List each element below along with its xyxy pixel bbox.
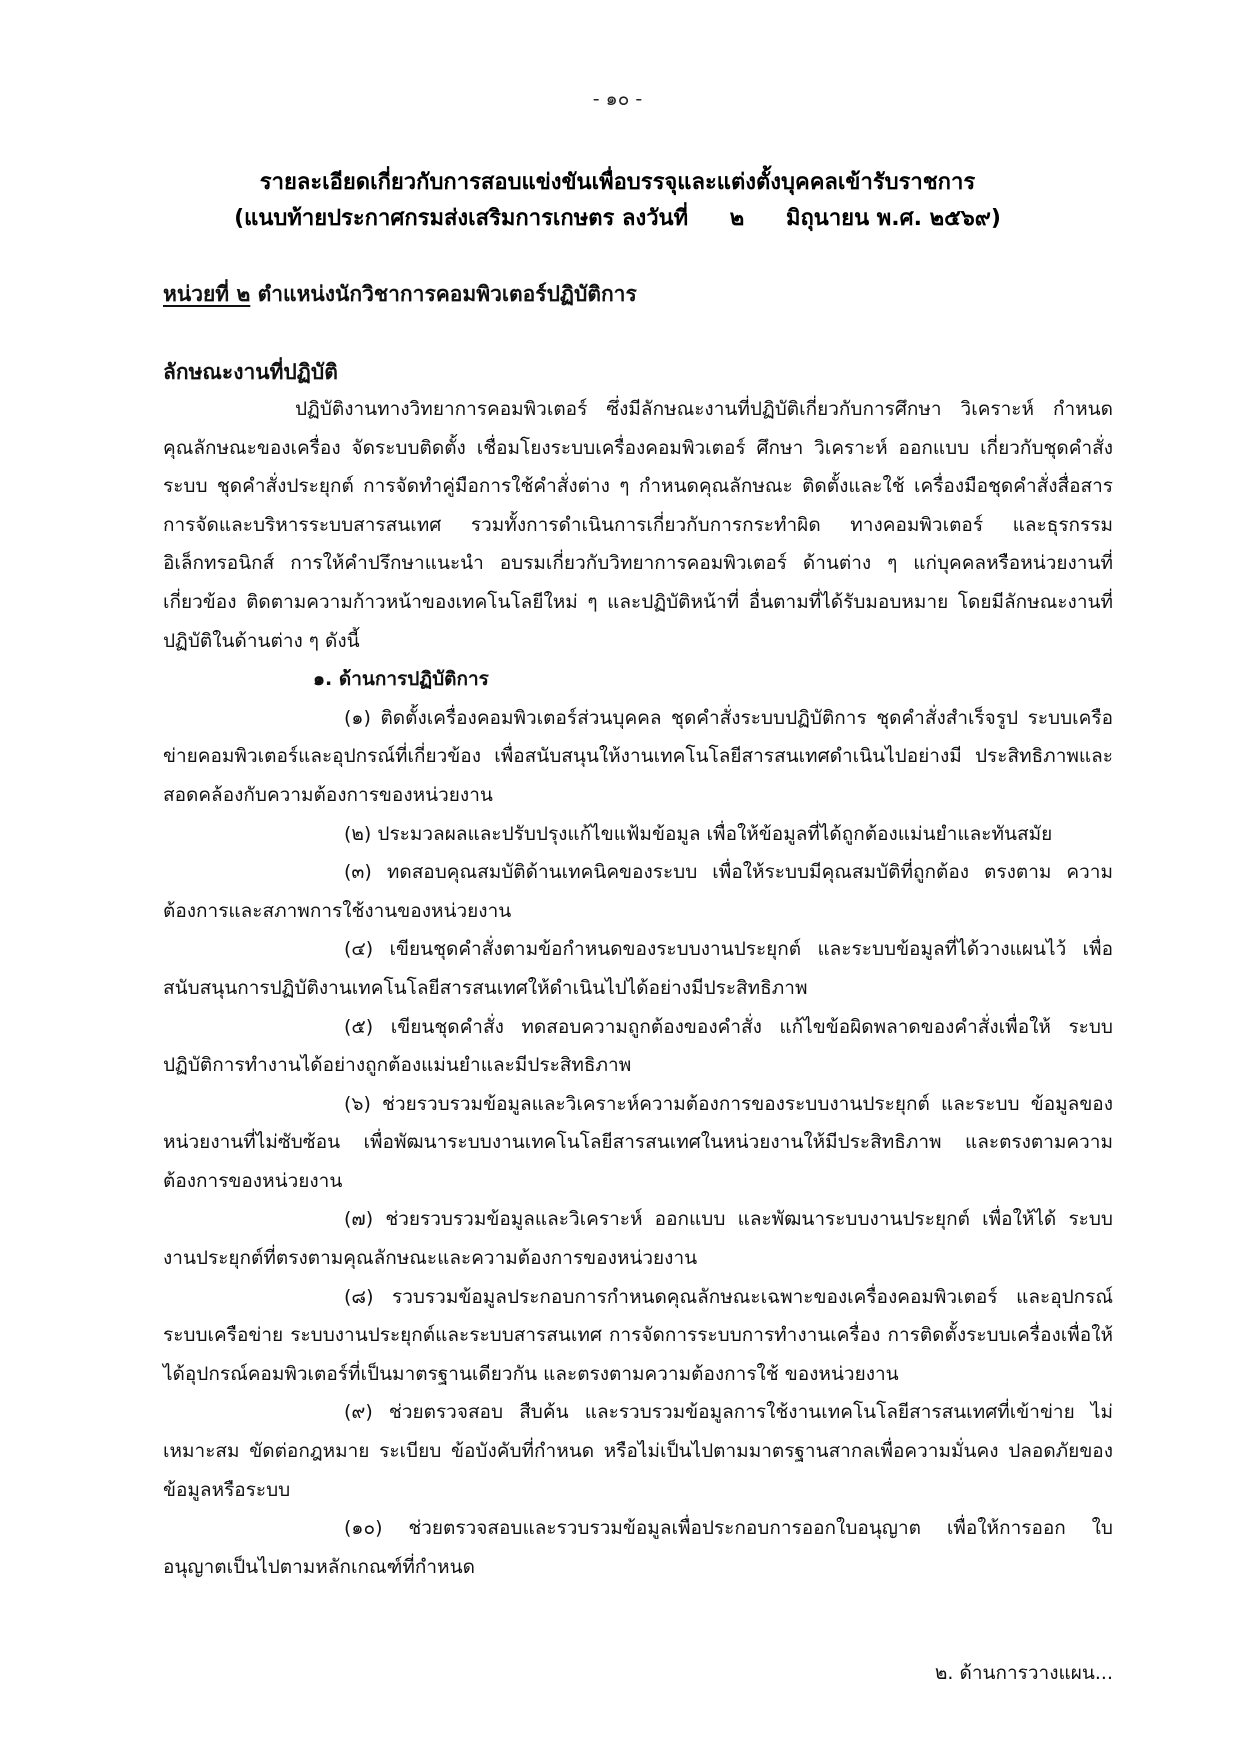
document-title-line-2 [0,200,1235,235]
duty-item-4: (๔) เขียนชุดคำสั่งตามข้อกำหนดของระบบงานประยุกต์ และระบบข้อมูลที่ได้วางแผนไว้ เพื่อสนับสนุนการปฏิบัติงานเทคโนโลยีสารสนเทศให้ดำเนินไปได้อย่างมีประสิทธิภาพ [163,938,1113,999]
duty-item-1: (๑) ติดตั้งเครื่องคอมพิวเตอร์ส่วนบุคคล ชุดคำสั่งระบบปฏิบัติการ ชุดคำสั่งสำเร็จรูป ระบบเครือข่ายคอมพิวเตอร์และอุปกรณ์ที่เกี่ยวข้อง เพื่อสนับสนุนให้งานเทคโนโลยีสารสนเทศดำเนินไปอย่างมี ประสิทธิภาพและสอดคล้องกับความต้องการของหน่วยงาน [163,706,1113,806]
duty-item-6: (๖) ช่วยรวบรวมข้อมูลและวิเคราะห์ความต้องการของระบบงานประยุกต์ และระบบ ข้อมูลของหน่วยงานที่ไม่ซับซ้อน เพื่อพัฒนาระบบงานเทคโนโลยีสารสนเทศในหน่วยงานให้มีประสิทธิภาพ และตรงตามความต้องการของหน่วยงาน [163,1092,1113,1192]
duty-item-2: (๒) ประมวลผลและปรับปรุงแก้ไขแฟ้มข้อมูล เพื่อให้ข้อมูลที่ได้ถูกต้องแม่นยำและทันสมัย [344,822,1053,845]
duty-item-9: (๙) ช่วยตรวจสอบ สืบค้น และรวบรวมข้อมูลการใช้งานเทคโนโลยีสารสนเทศที่เข้าข่าย ไม่เหมาะสม ขัดต่อกฎหมาย ระเบียบ ข้อบังคับที่กำหนด หรือไม่เป็นไปตามมาตรฐานสากลเพื่อความมั่นคง ปลอดภัยของข้อมูลหรือระบบ [163,1401,1113,1501]
duty-item-7: (๗) ช่วยรวบรวมข้อมูลและวิเคราะห์ ออกแบบ และพัฒนาระบบงานประยุกต์ เพื่อให้ได้ ระบบงานประยุกต์ที่ตรงตามคุณลักษณะและความต้องการของหน่วยงาน [163,1208,1113,1270]
section-heading: ลักษณะงานที่ปฏิบัติ [163,360,338,384]
title-month-year: มิถุนายน พ.ศ. ๒๕๖๙) [785,206,1001,231]
sub-heading-operations: ๑. ด้านการปฏิบัติการ [313,668,489,691]
intro-paragraph: ปฏิบัติงานทางวิทยาการคอมพิวเตอร์ ซึ่งมีลักษณะงานที่ปฏิบัติเกี่ยวกับการศึกษา วิเคราะห์ กำหนดคุณลักษณะของเครื่อง จัดระบบติดตั้ง เชื่อมโยงระบบเครื่องคอมพิวเตอร์ ศึกษา วิเคราะห์ ออกแบบ เกี่ยวกับชุดคำสั่งระบบ ชุดคำสั่งประยุกต์ การจัดทำคู่มือการใช้คำสั่งต่าง ๆ กำหนดคุณลักษณะ ติดตั้งและใช้ เครื่องมือชุดคำสั่งสื่อสาร การจัดและบริหารระบบสารสนเทศ รวมทั้งการดำเนินการเกี่ยวกับการกระทำผิด ทางคอมพิวเตอร์ และธุรกรรมอิเล็กทรอนิกส์ การให้คำปรึกษาแนะนำ อบรมเกี่ยวกับวิทยาการคอมพิวเตอร์ ด้านต่าง ๆ แก่บุคคลหรือหน่วยงานที่เกี่ยวข้อง ติดตามความก้าวหน้าของเทคโนโลยีใหม่ ๆ และปฏิบัติหน้าที่ อื่นตามที่ได้รับมอบหมาย โดยมีลักษณะงานที่ปฏิบัติในด้านต่าง ๆ ดังนี้ [163,398,1113,652]
document-title-line-1: รายละเอียดเกี่ยวกับการสอบแข่งขันเพื่อบรรจุและแต่งตั้งบุคคลเข้ารับราชการ [259,170,976,195]
duty-item-5: (๕) เขียนชุดคำสั่ง ทดสอบความถูกต้องของคำสั่ง แก้ไขข้อผิดพลาดของคำสั่งเพื่อให้ ระบบปฏิบัติการทำงานได้อย่างถูกต้องแม่นยำและมีประสิทธิภาพ [163,1015,1113,1077]
unit-heading [163,278,637,311]
duty-item-8: (๘) รวบรวมข้อมูลประกอบการกำหนดคุณลักษณะเฉพาะของเครื่องคอมพิวเตอร์ และอุปกรณ์ระบบเครือข่าย ระบบงานประยุกต์และระบบสารสนเทศ การจัดการระบบการทำงานเครื่อง การติดตั้งระบบเครื่องเพื่อให้ได้อุปกรณ์คอมพิวเตอร์ที่เป็นมาตรฐานเดียวกัน และตรงตามความต้องการใช้ ของหน่วยงาน [163,1285,1113,1385]
duty-item-10: (๑๐) ช่วยตรวจสอบและรวบรวมข้อมูลเพื่อประกอบการออกใบอนุญาต เพื่อให้การออก ใบอนุญาตเป็นไปตามหลักเกณฑ์ที่กำหนด [163,1517,1113,1578]
title-announcement-ref: (แนบท้ายประกาศกรมส่งเสริมการเกษตร ลงวันที่ [234,206,689,231]
continued-next-page: ๒. ด้านการวางแผน... [934,1662,1113,1684]
body-text [163,390,1113,1586]
title-day: ๒ [729,206,745,231]
position-title: ตำแหน่งนักวิชาการคอมพิวเตอร์ปฏิบัติการ [257,282,637,306]
unit-number: หน่วยที่ ๒ [163,282,251,306]
page-number: - ๑๐ - [592,88,643,110]
duty-item-3: (๓) ทดสอบคุณสมบัติด้านเทคนิคของระบบ เพื่อให้ระบบมีคุณสมบัติที่ถูกต้อง ตรงตาม ความต้องการและสภาพการใช้งานของหน่วยงาน [163,861,1113,922]
